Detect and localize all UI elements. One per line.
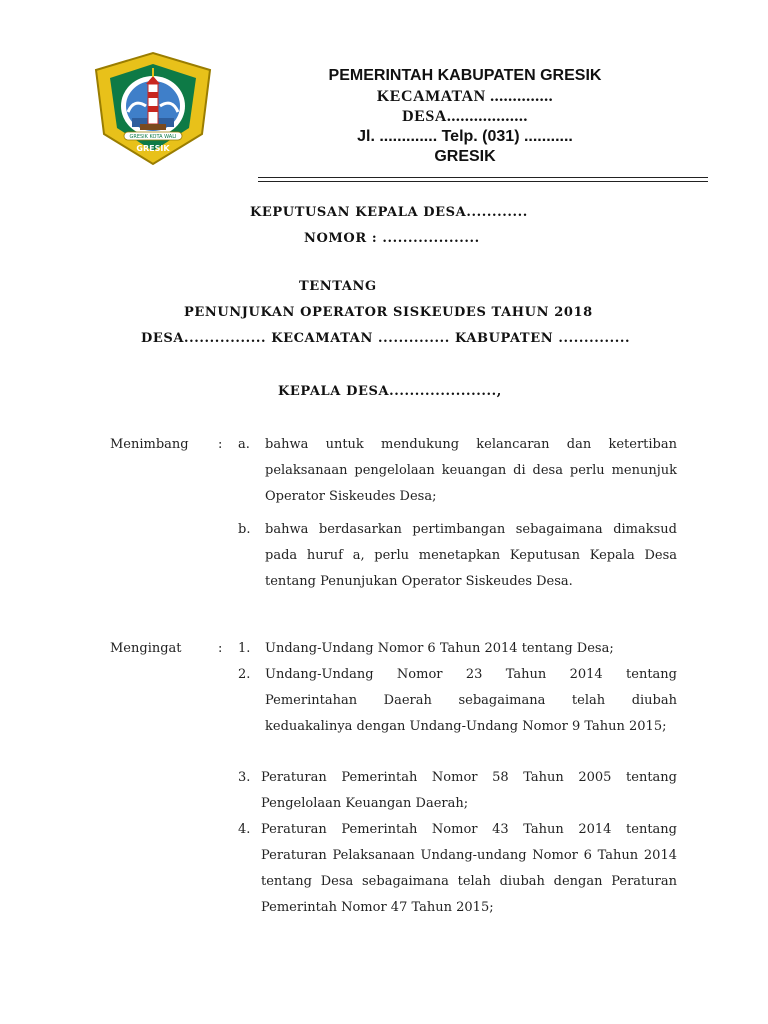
- logo-name: GRESIK: [136, 144, 170, 153]
- menimbang-label: Menimbang: [110, 437, 189, 452]
- menimbang-marker-b: b.: [238, 522, 251, 537]
- decree-head: KEPALA DESA.....................,: [278, 384, 502, 399]
- mengingat-marker-2: 2.: [238, 667, 251, 682]
- decree-number: NOMOR : ...................: [304, 231, 480, 246]
- mengingat-item-3: Peraturan Pemerintah Nomor 58 Tahun 2005 tentang Pengelolaan Keuangan Daerah;: [261, 770, 677, 811]
- mengingat-colon: :: [218, 641, 223, 656]
- decree-about: TENTANG: [299, 279, 377, 294]
- mengingat-label: Mengingat: [110, 641, 182, 656]
- menimbang-item-b: bahwa berdasarkan pertimbangan sebagaimana dimaksud pada huruf a, perlu menetapkan Keputusan Kepala Desa tentang Penunjukan Operator Siskeudes Desa.: [265, 522, 677, 589]
- menimbang-colon: :: [218, 437, 223, 452]
- logo-motto: GRESIK KOTA WALI: [129, 134, 177, 140]
- menimbang-marker-a: a.: [238, 437, 250, 452]
- decree-title: KEPUTUSAN KEPALA DESA............: [250, 205, 528, 220]
- letterhead-address: Jl. ............. Telp. (031) ...........: [357, 128, 573, 145]
- mengingat-marker-4: 4.: [238, 822, 251, 837]
- mengingat-item-2: Undang-Undang Nomor 23 Tahun 2014 tentang Pemerintahan Daerah sebagaimana telah diubah keduakalinya dengan Undang-Undang Nomor 9 Tahun 2015;: [265, 667, 677, 734]
- letterhead-city: GRESIK: [434, 148, 496, 165]
- decree-subject: PENUNJUKAN OPERATOR SISKEUDES TAHUN 2018: [184, 305, 593, 320]
- letterhead-government: PEMERINTAH KABUPATEN GRESIK: [328, 67, 602, 84]
- mengingat-marker-3: 3.: [238, 770, 251, 785]
- letterhead-village: DESA..................: [402, 108, 528, 125]
- letterhead-divider-bottom: [258, 181, 708, 182]
- mengingat-item-4: Peraturan Pemerintah Nomor 43 Tahun 2014 tentang Peraturan Pelaksanaan Undang-undang Nomor 6 Tahun 2014 tentang Desa sebagaimana telah diubah dengan Peraturan Pemerintah Nomor 47 Tahun 2015;: [261, 822, 677, 915]
- mengingat-marker-1: 1.: [238, 641, 251, 656]
- menimbang-item-a: bahwa untuk mendukung kelancaran dan ketertiban pelaksanaan pengelolaan keuangan di desa perlu menunjuk Operator Siskeudes Desa;: [265, 437, 677, 504]
- decree-location: DESA................ KECAMATAN .............. KABUPATEN ..............: [141, 331, 631, 346]
- letterhead-divider-top: [258, 177, 708, 178]
- letterhead-district: KECAMATAN ..............: [376, 88, 554, 105]
- mengingat-item-1: Undang-Undang Nomor 6 Tahun 2014 tentang Desa;: [265, 641, 614, 656]
- gresik-logo: [88, 50, 218, 168]
